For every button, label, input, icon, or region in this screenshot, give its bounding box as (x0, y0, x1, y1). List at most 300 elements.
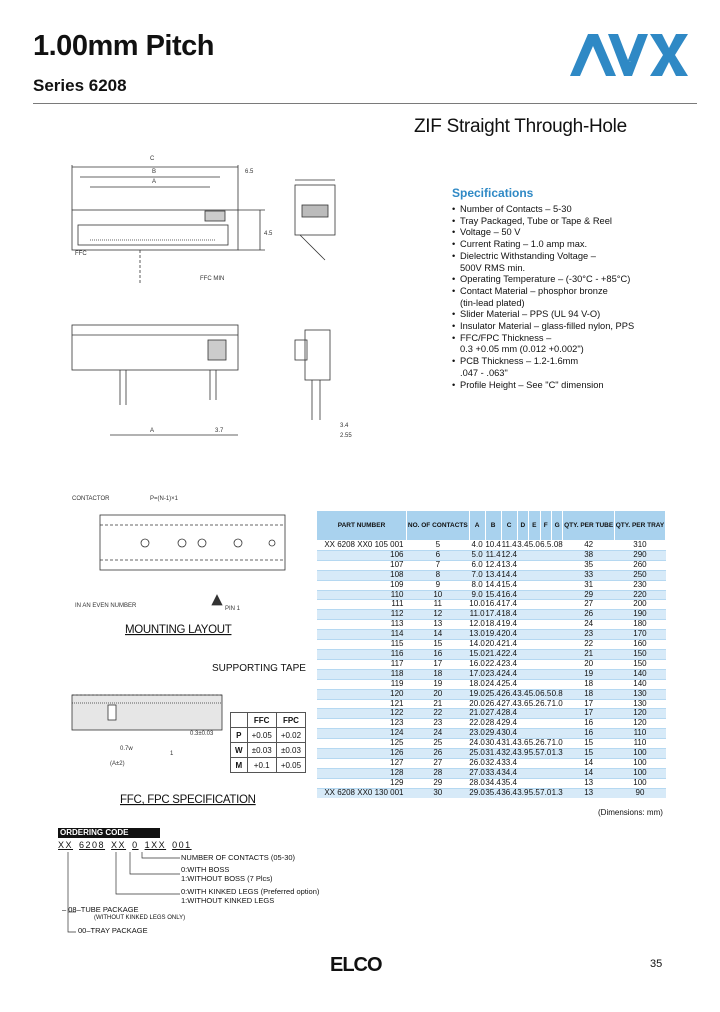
ordering-note-tube: – 08–TUBE PACKAGE (62, 905, 139, 914)
dimension-header-cell: C (501, 511, 517, 541)
table-cell: 3.4 (517, 688, 529, 698)
table-cell: 21 (563, 649, 615, 659)
mounting-layout-label: MOUNTING LAYOUT (125, 624, 232, 636)
dimensions-note: (Dimensions: mm) (598, 808, 663, 817)
table-cell: 117 (317, 659, 407, 669)
table-cell (517, 640, 528, 650)
table-cell: 15 (563, 739, 615, 749)
tolerance-cell: M (231, 758, 248, 773)
table-cell (551, 729, 562, 739)
table-cell: XX 6208 XX0 105 001 (317, 541, 407, 551)
table-cell: 8.0 (469, 580, 485, 590)
table-cell (517, 550, 528, 560)
table-cell (529, 550, 540, 560)
table-cell: 29 (563, 590, 615, 600)
dim-a2-label: (A±2) (110, 761, 125, 767)
table-cell: 14 (407, 630, 470, 640)
table-cell: 12.4 (485, 559, 501, 569)
tolerance-header-cell (231, 713, 248, 728)
table-cell: 15.4 (501, 579, 517, 589)
table-cell (540, 570, 551, 580)
table-cell: 5.2 (528, 698, 540, 708)
spec-item: • FFC/FPC Thickness – (452, 333, 692, 345)
table-cell: 11 (407, 600, 470, 610)
table-cell: 26 (407, 749, 470, 759)
table-cell (529, 640, 540, 650)
table-cell: 35 (563, 560, 615, 570)
table-cell: 100 (614, 758, 665, 768)
table-cell: 11.4 (501, 540, 517, 549)
table-cell: 11.4 (485, 549, 501, 559)
table-cell: 220 (614, 590, 665, 600)
table-cell: 20 (563, 659, 615, 669)
table-cell (529, 590, 540, 600)
table-cell: 14 (563, 768, 615, 778)
table-cell: 17.0 (469, 668, 485, 678)
even-number-label: IN AN EVEN NUMBER (75, 603, 137, 609)
tolerance-row (231, 743, 306, 758)
table-row (317, 788, 666, 797)
table-cell: 116 (317, 649, 407, 659)
table-cell (540, 600, 551, 610)
page-subtitle: ZIF Straight Through-Hole (414, 116, 627, 137)
table-cell: 11.0 (469, 609, 485, 619)
table-cell: 13.4 (485, 569, 501, 579)
table-cell (529, 669, 540, 679)
table-cell: 19 (407, 679, 470, 689)
table-cell (529, 659, 540, 669)
table-cell: 21.4 (485, 648, 501, 658)
spec-item: • Profile Height – See "C" dimension (452, 380, 692, 392)
dim-07-label: 0.7w (120, 746, 133, 752)
table-cell: 18.4 (501, 609, 517, 619)
ordering-note-contacts: NUMBER OF CONTACTS (05-30) (181, 853, 296, 862)
spec-item: • Voltage – 50 V (452, 227, 692, 239)
table-cell (551, 560, 562, 570)
table-cell: 22.4 (485, 658, 501, 668)
table-cell: 12.4 (501, 549, 517, 559)
table-cell: 250 (614, 570, 665, 580)
ordering-note-tube-detail: (WITHOUT KINKED LEGS ONLY) (94, 915, 186, 921)
table-cell: 0.8 (551, 688, 563, 698)
table-cell (540, 758, 551, 768)
table-cell: 18 (563, 689, 615, 699)
table-cell: 34.4 (485, 777, 501, 787)
table-cell (517, 709, 528, 719)
table-cell: 121 (317, 699, 407, 709)
table-cell: 140 (614, 679, 665, 689)
tolerance-cell: ±0.03 (276, 743, 305, 758)
ordering-code-part: XX (58, 840, 74, 850)
table-cell (529, 768, 540, 778)
table-cell (551, 719, 562, 729)
table-cell (517, 560, 528, 570)
table-cell: 28.4 (485, 718, 501, 728)
table-cell (517, 669, 528, 679)
table-cell: 24 (563, 620, 615, 630)
table-cell: 10.4 (485, 540, 501, 549)
tolerance-cell: +0.02 (276, 728, 305, 743)
table-cell: 140 (614, 669, 665, 679)
dim-b-label: B (152, 169, 157, 175)
table-cell: 18 (563, 679, 615, 689)
table-cell: 7.0 (469, 570, 485, 580)
table-cell (551, 768, 562, 778)
table-cell: 150 (614, 659, 665, 669)
table-row (317, 778, 666, 788)
table-cell: 14 (563, 758, 615, 768)
dim-03-label: 0.3±0.03 (190, 731, 214, 737)
tolerance-header-cell: FPC (276, 713, 305, 728)
ordering-note-nokinked: 1:WITHOUT KINKED LEGS (181, 896, 275, 905)
spec-item: • Operating Temperature – (-30°C - +85°C) (452, 274, 692, 286)
table-cell (529, 758, 540, 768)
table-cell: 36.4 (501, 787, 517, 797)
table-cell: 19.0 (469, 688, 485, 698)
table-cell: 120 (614, 709, 665, 719)
table-cell (517, 590, 528, 600)
table-cell: 107 (317, 560, 407, 570)
table-cell (540, 580, 551, 590)
table-cell (540, 679, 551, 689)
table-cell: 1.0 (551, 698, 563, 708)
table-row (317, 749, 666, 759)
table-cell (551, 640, 562, 650)
table-cell (540, 659, 551, 669)
table-cell: 180 (614, 620, 665, 630)
table-cell (540, 550, 551, 560)
table-cell: 150 (614, 649, 665, 659)
table-cell (540, 729, 551, 739)
table-cell: 29.0 (469, 787, 485, 797)
table-cell (551, 778, 562, 788)
table-cell: 260 (614, 560, 665, 570)
ordering-note-tray: 00–TRAY PACKAGE (78, 926, 148, 935)
table-cell: 27 (563, 600, 615, 610)
table-cell: 24.4 (485, 678, 501, 688)
table-cell: 27 (407, 758, 470, 768)
table-cell: 15.4 (485, 589, 501, 599)
table-cell: 19.4 (485, 629, 501, 639)
table-cell: 32.4 (501, 748, 517, 758)
table-cell (540, 778, 551, 788)
table-cell: 38 (563, 550, 615, 560)
table-cell: 127 (317, 758, 407, 768)
spec-item: (tin-lead plated) (460, 297, 525, 308)
table-cell: 123 (317, 719, 407, 729)
table-cell: 31.4 (485, 748, 501, 758)
table-cell: 111 (317, 600, 407, 610)
table-cell: 3.6 (517, 738, 529, 748)
top-view-drawing (72, 156, 273, 285)
ordering-note-noboss: 1:WITHOUT BOSS (7 Plcs) (181, 874, 273, 883)
table-cell: 26.0 (469, 757, 485, 767)
table-cell: 6.7 (540, 738, 552, 748)
tolerance-cell: +0.1 (247, 758, 276, 773)
table-cell: 130 (614, 699, 665, 709)
ffc-min-label: FFC MIN (200, 276, 225, 282)
table-cell: 118 (317, 669, 407, 679)
table-cell: 3.9 (517, 748, 529, 758)
table-row (317, 600, 666, 610)
pitch-label: P=(N-1)×1 (150, 496, 179, 502)
table-cell (529, 630, 540, 640)
table-cell: 5.0 (528, 688, 540, 698)
table-cell: 34.4 (501, 767, 517, 777)
table-cell: 28.0 (469, 777, 485, 787)
table-row (317, 679, 666, 689)
table-cell: 22 (563, 640, 615, 650)
table-row (317, 560, 666, 570)
table-cell: 190 (614, 610, 665, 620)
table-cell: 6.5 (540, 540, 552, 549)
table-cell: 5.0 (528, 540, 540, 549)
table-cell: 16 (563, 729, 615, 739)
table-cell: 18.0 (469, 678, 485, 688)
table-cell (551, 709, 562, 719)
table-cell (540, 590, 551, 600)
table-cell (517, 659, 528, 669)
table-cell: 125 (317, 739, 407, 749)
spec-item: • Number of Contacts – 5-30 (452, 204, 692, 216)
ffc-spec-label: FFC, FPC SPECIFICATION (120, 794, 256, 806)
spec-item: • Dielectric Withstanding Voltage – (452, 251, 692, 263)
table-cell: 6.7 (540, 698, 552, 708)
table-cell: 30.4 (485, 738, 501, 748)
header-rule (33, 103, 697, 104)
table-cell: 170 (614, 630, 665, 640)
table-cell: 9 (407, 580, 470, 590)
table-cell: 5.0 (469, 550, 485, 560)
ordering-code (58, 840, 198, 850)
table-cell (540, 620, 551, 630)
table-cell: 23.0 (469, 728, 485, 738)
table-row (317, 709, 666, 719)
ordering-code-part: 001 (172, 840, 192, 850)
table-cell: 42 (563, 541, 615, 551)
dim-34-label: 3.4 (340, 423, 349, 429)
table-cell: 19 (563, 669, 615, 679)
ordering-code-part: 1XX (144, 840, 167, 850)
table-cell: 110 (317, 590, 407, 600)
dimension-table (316, 510, 666, 798)
table-row (317, 739, 666, 749)
table-cell: 23 (407, 719, 470, 729)
avx-logo (570, 34, 688, 76)
table-cell: 10 (407, 590, 470, 600)
table-cell (551, 620, 562, 630)
table-cell: 17 (563, 699, 615, 709)
table-cell: 20.4 (485, 639, 501, 649)
table-row (317, 640, 666, 650)
table-cell: 100 (614, 768, 665, 778)
table-cell: 6.0 (469, 560, 485, 570)
table-row (317, 669, 666, 679)
dimension-header-cell: A (469, 511, 485, 541)
dimension-header-cell: QTY. PER TUBE (563, 511, 615, 541)
series-title: Series 6208 (33, 76, 127, 95)
table-cell: 7.0 (540, 748, 552, 758)
tolerance-row (231, 728, 306, 743)
table-cell: 32.4 (485, 757, 501, 767)
dim-c-label: C (150, 156, 155, 162)
table-cell: 17 (407, 659, 470, 669)
table-cell: 21 (407, 699, 470, 709)
dim-45-label: 4.5 (264, 231, 273, 237)
table-cell (529, 649, 540, 659)
table-row (317, 689, 666, 699)
table-cell: 113 (317, 620, 407, 630)
table-cell: 6.5 (540, 688, 552, 698)
table-cell (551, 679, 562, 689)
table-cell: 3.9 (517, 787, 529, 797)
table-cell: 14.0 (469, 639, 485, 649)
table-cell: 5 (407, 541, 470, 551)
table-cell (551, 610, 562, 620)
table-cell: 16 (407, 649, 470, 659)
table-cell: 115 (317, 640, 407, 650)
table-row (317, 610, 666, 620)
dimension-header-cell: NO. OF CONTACTS (407, 511, 470, 541)
table-cell: 120 (317, 689, 407, 699)
spec-item: • Contact Material – phosphor bronze (452, 286, 692, 298)
spec-item: .047 - .063" (460, 367, 508, 378)
table-cell: 1.3 (551, 748, 563, 758)
table-cell (540, 669, 551, 679)
table-cell: 124 (317, 729, 407, 739)
table-cell: 25.4 (501, 678, 517, 688)
dimension-header-cell: E (529, 511, 540, 541)
table-cell: 25 (407, 739, 470, 749)
table-cell: 122 (317, 709, 407, 719)
table-cell: 9.0 (469, 590, 485, 600)
ordering-code-part: XX (111, 840, 127, 850)
table-cell (551, 590, 562, 600)
table-cell: 29.4 (501, 718, 517, 728)
dimension-header-cell: D (517, 511, 528, 541)
table-cell: 13 (563, 788, 615, 797)
side-view-bottom-drawing (295, 330, 352, 439)
table-cell: 10.0 (469, 599, 485, 609)
table-cell (540, 719, 551, 729)
dimension-table-header (317, 511, 666, 541)
spec-item: • Current Rating – 1.0 amp max. (452, 239, 692, 251)
spec-item: • PCB Thickness – 1.2-1.6mm (452, 356, 692, 368)
table-cell: 4.0 (469, 541, 485, 551)
dimension-header-cell: QTY. PER TRAY (614, 511, 665, 541)
contactor-label: CONTACTOR (72, 496, 110, 502)
table-cell: 13 (407, 620, 470, 630)
table-cell (517, 778, 528, 788)
table-cell (517, 758, 528, 768)
table-cell (529, 729, 540, 739)
table-cell: 13.0 (469, 629, 485, 639)
table-cell: 25.0 (469, 748, 485, 758)
table-row (317, 719, 666, 729)
table-cell (517, 768, 528, 778)
table-cell: 20.4 (501, 629, 517, 639)
dim-a-label: A (152, 179, 157, 185)
elco-brand: ELCO (330, 954, 382, 976)
table-cell (540, 560, 551, 570)
table-cell: 17.4 (485, 609, 501, 619)
table-cell: 126 (317, 749, 407, 759)
table-cell: 12 (407, 610, 470, 620)
table-cell: 14.4 (485, 579, 501, 589)
table-row (317, 550, 666, 560)
tolerance-table (230, 712, 306, 773)
table-cell: 28.4 (501, 708, 517, 718)
supporting-tape-label: SUPPORTING TAPE (212, 663, 306, 674)
table-cell: 35.4 (501, 777, 517, 787)
table-cell (517, 679, 528, 689)
table-cell (551, 659, 562, 669)
dim-1-label: 1 (170, 751, 174, 757)
table-cell: 230 (614, 580, 665, 590)
table-row (317, 541, 666, 551)
dimension-header-cell: F (540, 511, 551, 541)
table-cell: 23.4 (501, 658, 517, 668)
table-cell: 22.0 (469, 718, 485, 728)
table-cell (540, 768, 551, 778)
ordering-note-kinked: 0:WITH KINKED LEGS (Preferred option) (181, 887, 320, 896)
table-cell (551, 600, 562, 610)
table-cell: 15 (563, 749, 615, 759)
table-cell: 130 (614, 689, 665, 699)
ordering-code-heading: ORDERING CODE (58, 828, 160, 838)
dim-255-label: 2.55 (340, 433, 352, 439)
table-cell: 14.4 (501, 569, 517, 579)
table-cell: 129 (317, 778, 407, 788)
spec-item: 0.3 +0.05 mm (0.012 +0.002") (460, 344, 584, 355)
table-cell: 26.4 (485, 698, 501, 708)
tolerance-row (231, 758, 306, 773)
table-cell: 18.4 (485, 619, 501, 629)
table-cell: 27.4 (501, 698, 517, 708)
table-cell: 26 (563, 610, 615, 620)
logo-text: AVX (629, 62, 631, 63)
table-cell: 22.4 (501, 648, 517, 658)
table-row (317, 699, 666, 709)
table-cell: 1.0 (551, 738, 563, 748)
table-cell: 110 (614, 739, 665, 749)
tolerance-cell: P (231, 728, 248, 743)
table-cell: XX 6208 XX0 130 001 (317, 788, 407, 797)
table-cell (551, 550, 562, 560)
dimension-header-cell: B (485, 511, 501, 541)
table-cell: 119 (317, 679, 407, 689)
table-cell: 21.4 (501, 639, 517, 649)
tolerance-cell: ±0.03 (247, 743, 276, 758)
table-cell: 8 (407, 570, 470, 580)
table-cell (551, 570, 562, 580)
table-cell (551, 630, 562, 640)
table-cell: 5.2 (528, 738, 540, 748)
side-view-top-drawing (295, 180, 335, 260)
ordering-code-part: 0 (132, 840, 139, 850)
table-row (317, 570, 666, 580)
table-cell: 30 (407, 788, 470, 797)
table-cell: 3.6 (517, 698, 529, 708)
table-cell: 17 (563, 709, 615, 719)
table-cell: 24.0 (469, 738, 485, 748)
tolerance-cell: +0.05 (276, 758, 305, 773)
table-cell (540, 610, 551, 620)
dimension-header-cell: PART NUMBER (317, 511, 407, 541)
dim-a-front-label: A (150, 428, 155, 434)
table-cell: 26.4 (501, 688, 517, 698)
dim-37-label: 3.7 (215, 428, 224, 434)
